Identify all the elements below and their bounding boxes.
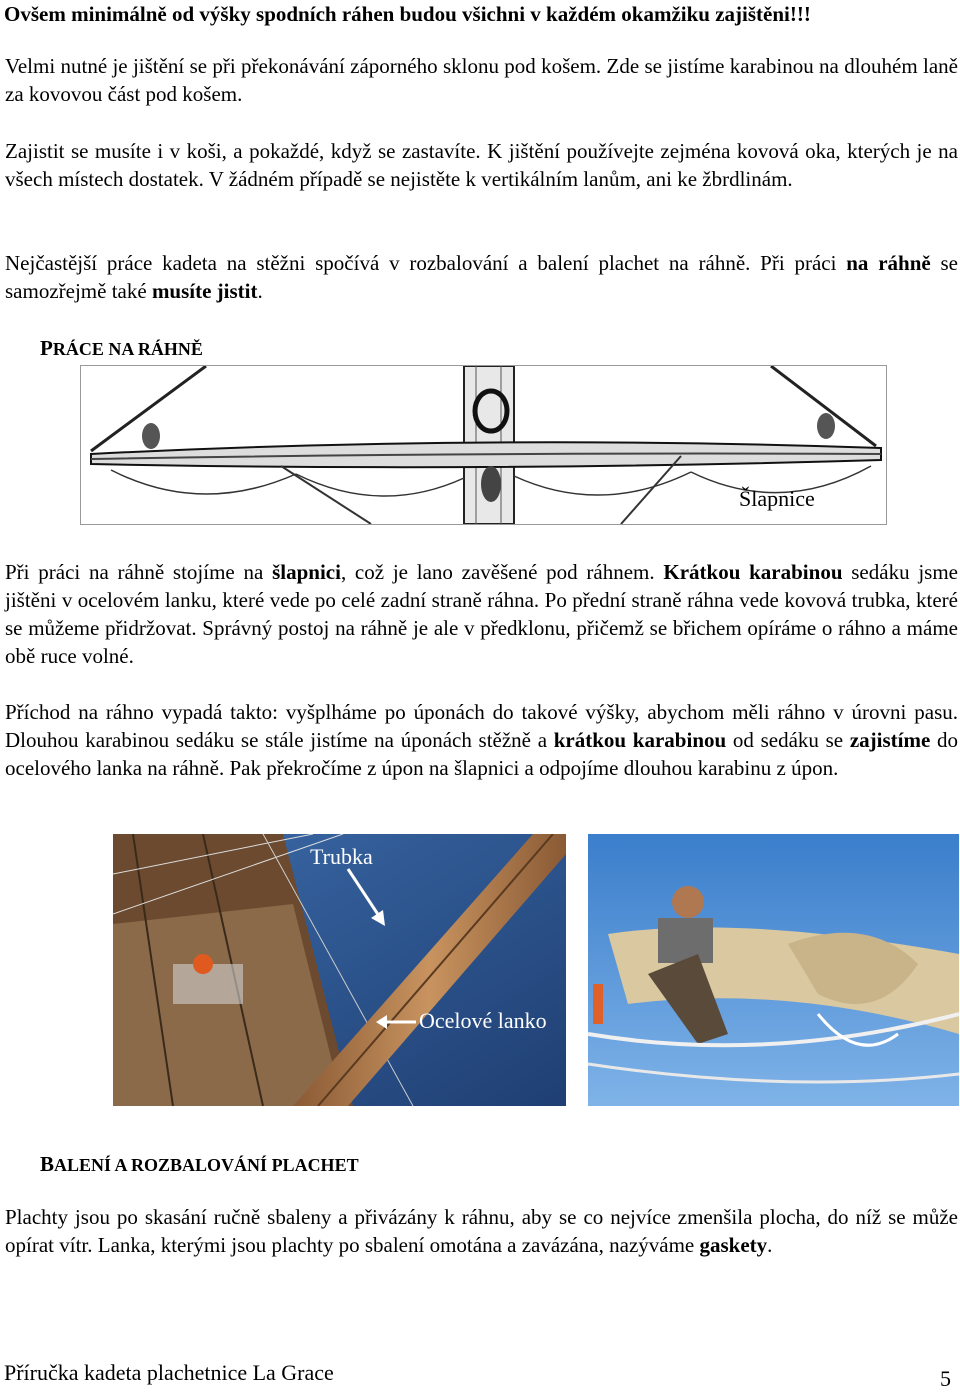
paragraph-3: Nejčastější práce kadeta na stěžni spočívá v rozbalování a balení plachet na ráhně. Při práci na ráhně se samozřejmě také musíte jistit. — [5, 251, 958, 303]
page-number: 5 — [940, 1366, 951, 1391]
footer-title: Příručka kadeta plachetnice La Grace — [4, 1360, 334, 1385]
paragraph-4: Při práci na ráhně stojíme na šlapnici, což je lano zavěšené pod ráhnem. Krátkou karabinou sedáku jsme jištěni v ocelovém lanku, které vede po celé zadní straně ráhna. Po přední straně ráhna vede kovová trubka, které se můžeme přidržovat. Správný postoj na ráhně je ale v předklonu, přičemž se břichem opíráme o ráhno a máme obě ruce volné. — [5, 560, 958, 668]
section-heading-work-on-yard: PRÁCE NA RÁHNĚ — [40, 336, 203, 360]
paragraph-6: Plachty jsou po skasání ručně sbaleny a přivázány k ráhnu, aby se co nejvíce zmenšila plocha, do níž se může opírat vítr. Lanka, kterými jsou plachty po sbalení omotána a zavázána, nazýváme gaskety. — [5, 1205, 958, 1257]
photo-deck-spar — [113, 834, 566, 1106]
paragraph-2: Zajistit se musíte i v koši, a pokaždé, když se zastavíte. K jištění používejte zejména kovová oka, kterých je na všech místech dostatek. V žádném případě se nejistěte k vertikálním lanům, ani ke žbrdlinám. — [5, 139, 958, 191]
section-heading-furling-sails: BALENÍ A ROZBALOVÁNÍ PLACHET — [40, 1152, 359, 1176]
tube-label: Trubka — [310, 844, 373, 869]
photo-sailor-on-yard — [588, 834, 959, 1106]
footrope-label: Šlapnice — [739, 486, 815, 511]
top-warning: Ovšem minimálně od výšky spodních ráhen budou všichni v každém okamžiku zajištěni!!! — [4, 2, 811, 26]
paragraph-5: Příchod na ráhno vypadá takto: vyšplháme po úponách do takové výšky, abychom měli ráhno v úrovni pasu. Dlouhou karabinou sedáku se stále jistíme na úponách stěžně a krátkou karabinou od sedáku se zajistíme do ocelového lanka na ráhně. Pak překročíme z úpon na šlapnici a odpojíme dlouhou karabinu z úpon. — [5, 700, 959, 780]
paragraph-1: Velmi nutné je jištění se při překonávání záporného sklonu pod košem. Zde se jistíme karabinou na dlouhém laně za kovovou část pod košem. — [5, 54, 958, 106]
sailor-image — [588, 834, 959, 1106]
yard-diagram — [80, 365, 887, 525]
steel-wire-label: Ocelové lanko — [419, 1008, 547, 1033]
deck-spar-image — [113, 834, 566, 1106]
